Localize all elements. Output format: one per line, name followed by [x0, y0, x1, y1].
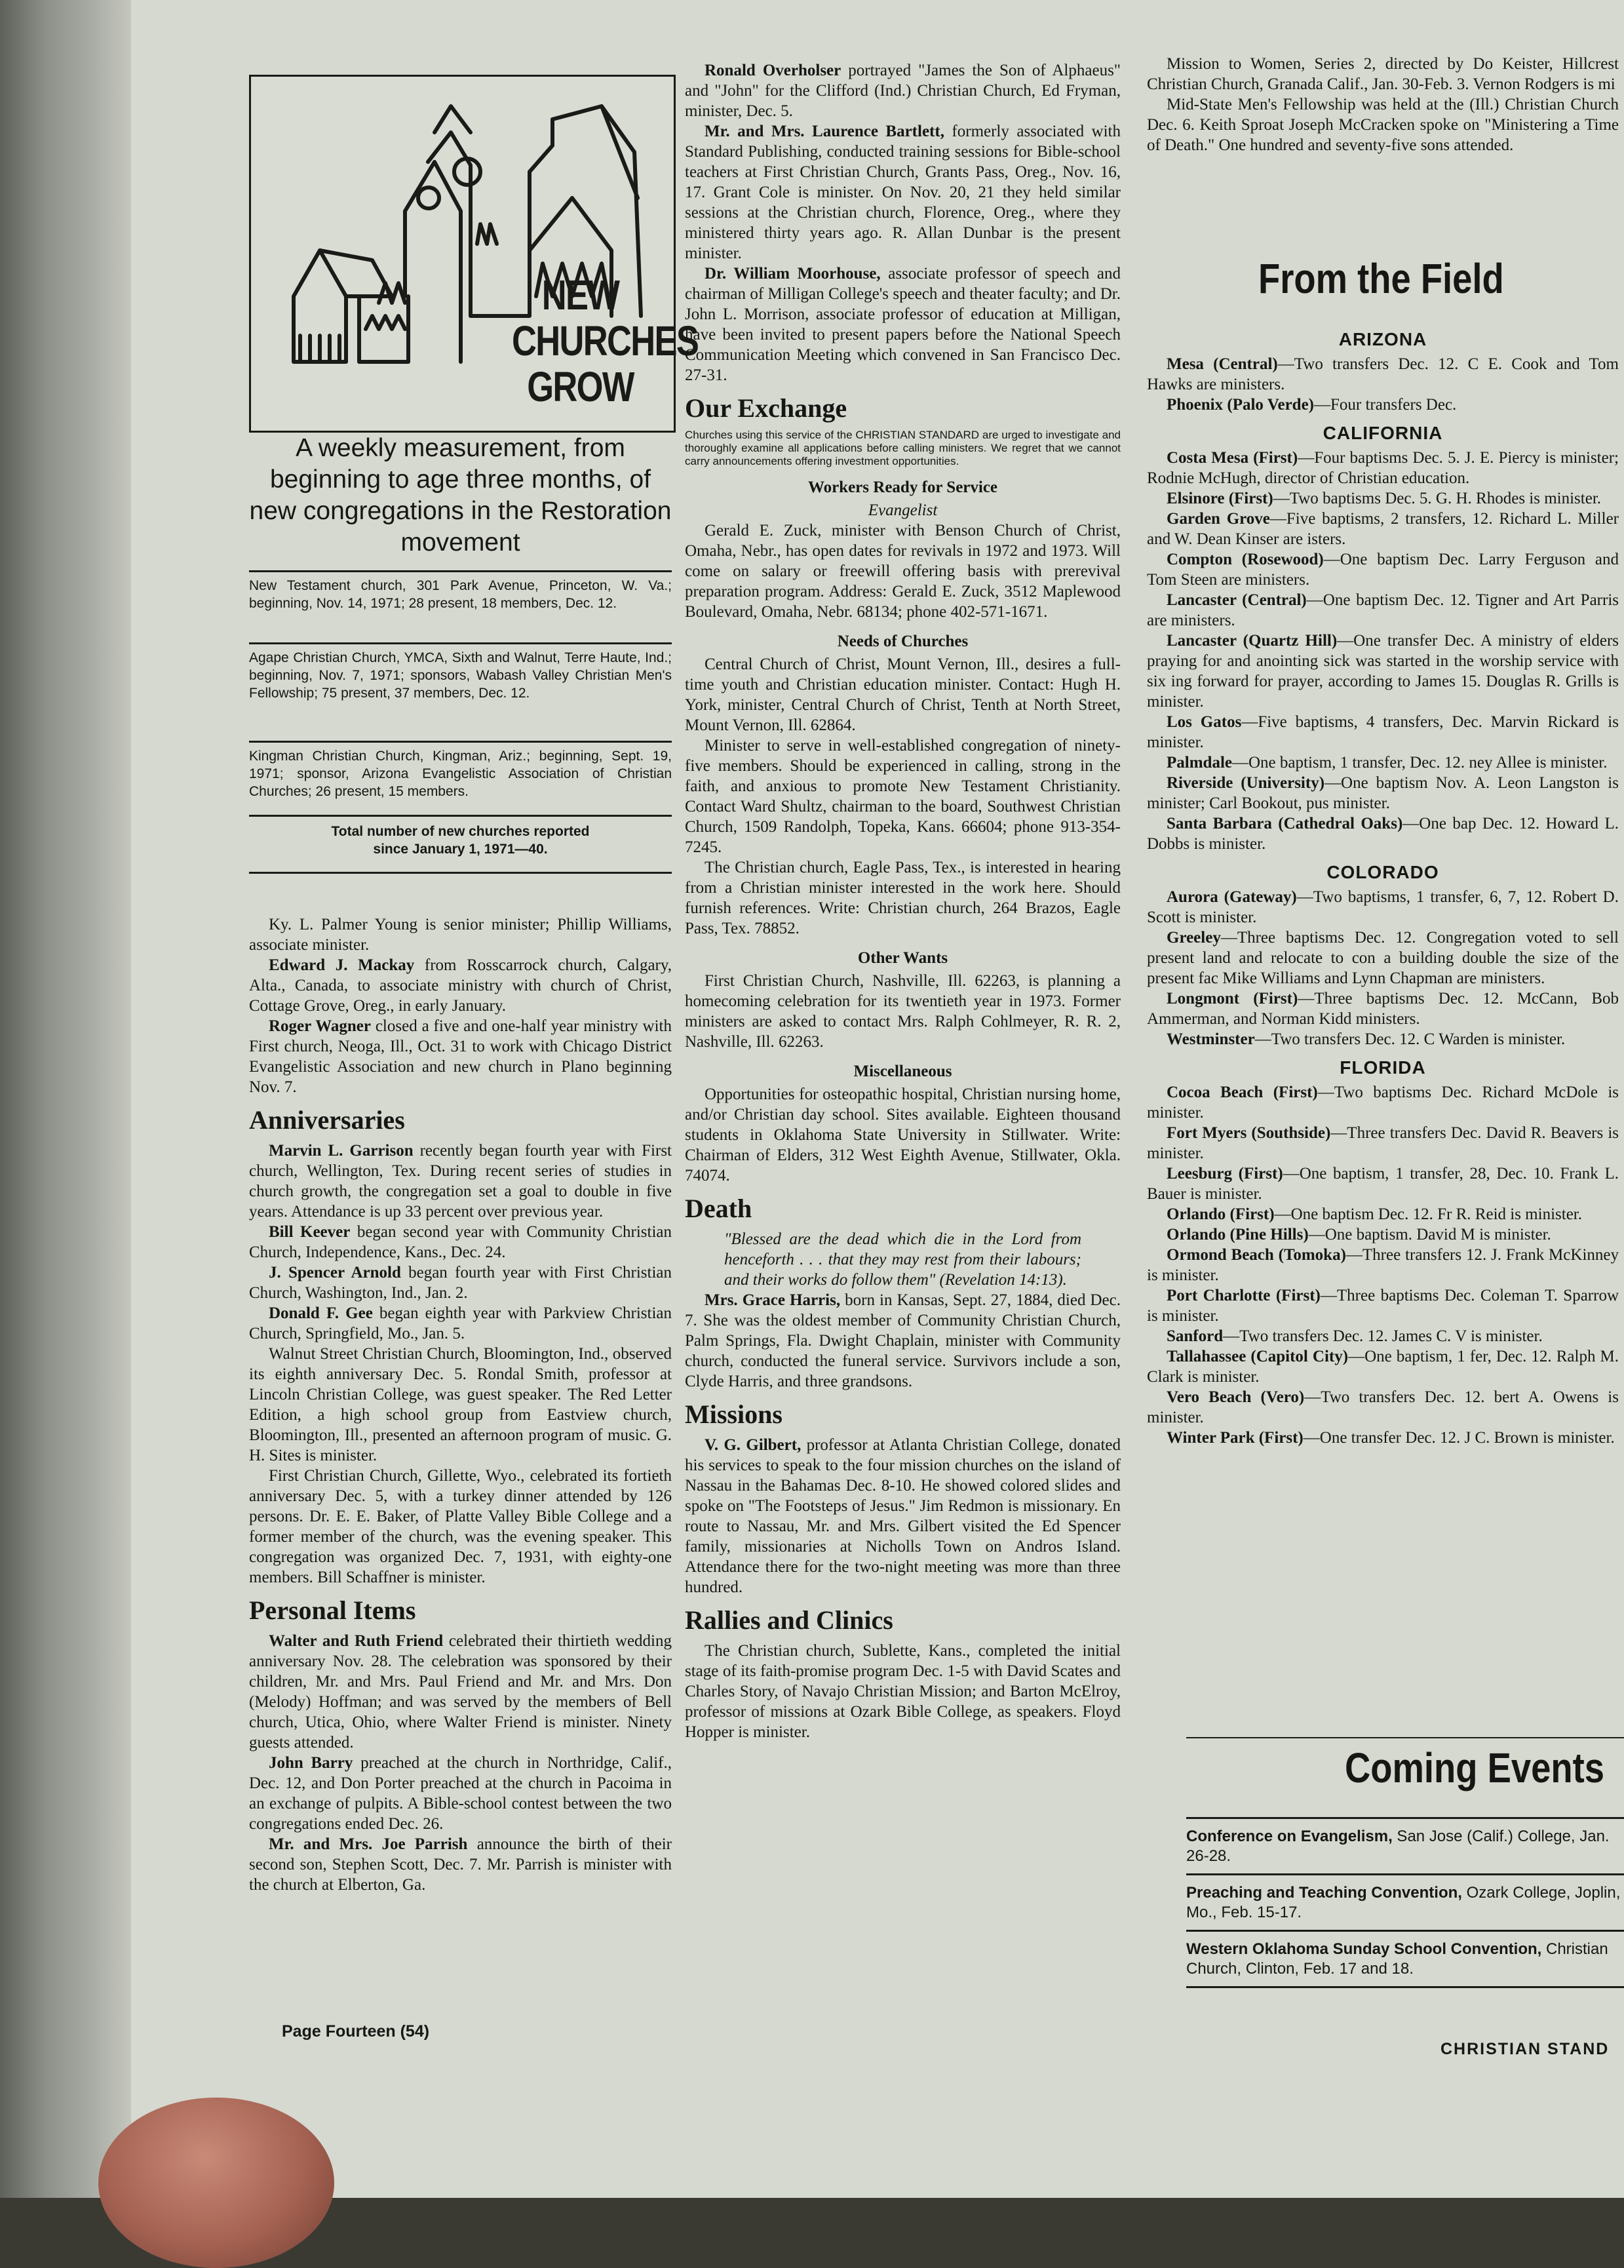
- bold-lead: Roger Wagner: [269, 1017, 371, 1035]
- news-paragraph: [249, 1753, 672, 1834]
- event-details: Christian Church, Clinton, Feb. 17 and 18.: [1186, 1940, 1608, 1978]
- news-paragraph: [685, 520, 1121, 622]
- bold-lead: Elsinore (First): [1167, 490, 1273, 507]
- bold-lead: Longmont (First): [1167, 990, 1298, 1007]
- paragraph-text: —Two transfers Dec. 12. bert A. Owens is minister.: [1147, 1388, 1619, 1426]
- section-heading: Anniversaries: [249, 1105, 672, 1135]
- paragraph-text: —One baptism, 1 fer, Dec. 12. Ralph M. Clark is minister.: [1147, 1348, 1619, 1386]
- paragraph-text: —One transfer Dec. A ministry of elders praying for and anointing sick was started in the worship service with six ing forward for prayer, according to James 15. Douglas R. Grills is minister.: [1147, 632, 1619, 711]
- state-heading: CALIFORNIA: [1147, 421, 1619, 445]
- bold-lead: Orlando (Pine Hills): [1167, 1226, 1309, 1243]
- bold-lead: Vero Beach (Vero): [1167, 1388, 1304, 1406]
- paragraph-text: began eighth year with Parkview Christian Church, Springfield, Mo., Jan. 5.: [249, 1304, 672, 1342]
- news-paragraph: [1147, 590, 1619, 631]
- paragraph-text: preached at the church in Northridge, Calif., Dec. 12, and Don Porter preached at the church in Pacoima in an exchange of pulpits. A Bible-school contest between the two congregations ended Dec. 26.: [249, 1754, 672, 1833]
- news-paragraph: [1147, 773, 1619, 813]
- news-paragraph: [1147, 1326, 1619, 1346]
- paragraph-text: Central Church of Christ, Mount Vernon, Ill., desires a full-time youth and Christian education minister. Contact: Hugh H. York, minister, Central Church of Christ, Tenth at North Street, Mount Vernon, Ill. 62864.: [685, 655, 1121, 734]
- paragraph-text: —One baptism, 1 transfer, 28, Dec. 10. Frank L. Bauer is minister.: [1147, 1165, 1619, 1203]
- news-paragraph: [1147, 1082, 1619, 1123]
- bold-lead: Phoenix (Palo Verde): [1167, 396, 1314, 414]
- paragraph-text: —Two transfers Dec. 12. C Warden is minister.: [1255, 1030, 1565, 1048]
- magazine-page: [131, 0, 1624, 2198]
- news-paragraph: [1147, 1123, 1619, 1163]
- news-paragraph: [1147, 448, 1619, 488]
- event-name: Conference on Evangelism,: [1186, 1828, 1393, 1845]
- paragraph-text: professor at Atlanta Christian College, donated his services to speak to the four mission churches on the island of Nassau in the Bahamas Dec. 8-10. He showed colored slides and spoke on "The Footsteps of Jesus." Jim Redmon is missionary. En route to Nassau, Mr. and Mrs. Gilbert visited the Ed Spencer family, missionaries at Nicholls Town on Andros Island. Attendance there for the two-night meeting was more than three hundred.: [685, 1436, 1121, 1596]
- bold-lead: Port Charlotte (First): [1167, 1287, 1321, 1304]
- news-paragraph: [685, 60, 1121, 121]
- banner-word-new: NEW: [512, 273, 649, 317]
- paragraph-text: —One baptism Dec. 12. Fr R. Reid is minister.: [1275, 1205, 1582, 1223]
- events-rule: [1186, 1737, 1624, 1738]
- paragraph-text: —Four baptisms Dec. 5. J. E. Piercy is minister; Rodnie McHugh, director of Christian education.: [1147, 449, 1619, 487]
- news-paragraph: [249, 1466, 672, 1588]
- paragraph-text: —One baptism. David M is minister.: [1309, 1226, 1551, 1243]
- listing-rule: [249, 815, 672, 817]
- column-2: [685, 60, 1121, 1742]
- paragraph-text: —Two transfers Dec. 12. James C. V is minister.: [1223, 1327, 1543, 1345]
- news-paragraph: [685, 1641, 1121, 1742]
- paragraph-text: First Christian Church, Gillette, Wyo., celebrated its fortieth anniversary Dec. 5, with a turkey dinner attended by 126 persons. Dr. E. E. Baker, of Platte Valley Bible College and a former member of the church, was the evening speaker. This congregation was organized Dec. 7, 1931, with eighty-one members. Bill Schaffner is minister.: [249, 1467, 672, 1586]
- paragraph-text: —One baptism, 1 transfer, Dec. 12. ney Allee is minister.: [1232, 754, 1608, 772]
- paragraph-text: born in Kansas, Sept. 27, 1884, died Dec. 7. She was the oldest member of Community Christian Church, Palm Springs, Fla. Dwight Chaplain, minister with Community church, conducted the funeral service. Survivors include a son, Clyde Harris, and three grandsons.: [685, 1291, 1121, 1390]
- state-heading: ARIZONA: [1147, 328, 1619, 351]
- news-paragraph: [249, 1303, 672, 1344]
- new-churches-banner: [249, 75, 676, 433]
- from-the-field-title: From the Field: [1258, 254, 1504, 303]
- banner-caption: A weekly measurement, from beginning to age three months, of new congregations in the Restoration movement: [249, 433, 672, 558]
- news-paragraph: [1147, 94, 1619, 155]
- event-details: Ozark College, Joplin, Mo., Feb. 15-17.: [1186, 1884, 1620, 1921]
- events-rule: [1186, 1930, 1624, 1932]
- news-paragraph: [1147, 813, 1619, 854]
- bold-lead: Edward J. Mackay: [269, 956, 414, 974]
- banner-word-grow: GROW: [512, 365, 649, 408]
- bold-lead: Orlando (First): [1167, 1205, 1275, 1223]
- listing-rule: [249, 872, 672, 874]
- news-paragraph: [1147, 1163, 1619, 1204]
- paragraph-text: —Five baptisms, 4 transfers, Dec. Marvin Rickard is minister.: [1147, 713, 1619, 751]
- news-paragraph: [1147, 988, 1619, 1029]
- paragraph-text: announce the birth of their second son, Stephen Scott, Dec. 7. Mr. Parrish is minister with the church at Elberton, Ga.: [249, 1835, 672, 1894]
- news-paragraph: [249, 1222, 672, 1262]
- section-heading: Missions: [685, 1399, 1121, 1430]
- news-paragraph: [685, 971, 1121, 1052]
- subheading: Needs of Churches: [685, 631, 1121, 652]
- paragraph-text: The Christian church, Sublette, Kans., completed the initial stage of its faith-promise program Dec. 1-5 with David Scates and Charles Story, of Navajo Christian Mission; and Barton McElroy, professor of missions at Ozark Bible College, as speakers. Floyd Hopper is minister.: [685, 1642, 1121, 1741]
- event-item: [1186, 1827, 1624, 1866]
- paragraph-text: Ky. L. Palmer Young is senior minister; Phillip Williams, associate minister.: [249, 916, 672, 954]
- bold-lead: Lancaster (Central): [1167, 591, 1307, 609]
- bold-lead: Mesa (Central): [1167, 355, 1278, 373]
- news-paragraph: [685, 857, 1121, 939]
- paragraph-text: —Two baptisms Dec. Richard McDole is minister.: [1147, 1084, 1619, 1122]
- new-church-listing: Kingman Christian Church, Kingman, Ariz.; beginning, Sept. 19, 1971; sponsor, Arizona Evangelistic Association of Christian Churches; 26 present, 15 members.: [249, 747, 672, 800]
- news-paragraph: [249, 1016, 672, 1097]
- news-paragraph: [1147, 1346, 1619, 1387]
- paragraph-text: —Five baptisms, 2 transfers, 12. Richard L. Miller and W. Dean Kinser are isters.: [1147, 510, 1619, 548]
- news-paragraph: [685, 1435, 1121, 1597]
- paragraph-text: Mission to Women, Series 2, directed by Do Keister, Hillcrest Christian Church, Granada Calif., Jan. 30-Feb. 3. Vernon Rodgers is mi: [1147, 55, 1619, 93]
- section-heading: Rallies and Clinics: [685, 1605, 1121, 1635]
- paragraph-text: —One baptism Nov. A. Leon Langston is minister; Carl Bookout, pus minister.: [1147, 774, 1619, 812]
- paragraph-text: —One baptism Dec. Larry Ferguson and Tom Steen are ministers.: [1147, 551, 1619, 589]
- exchange-notice: Churches using this service of the CHRISTIAN STANDARD are urged to investigate and thoroughly examine all applications before calling ministers. We regret that we cannot carry announcements offering investment opportunities.: [685, 429, 1121, 468]
- column-1: [249, 914, 672, 1895]
- news-paragraph: [685, 1084, 1121, 1186]
- news-paragraph: [249, 1631, 672, 1753]
- bold-lead: Aurora (Gateway): [1167, 888, 1297, 906]
- bold-lead: Lancaster (Quartz Hill): [1167, 632, 1337, 650]
- news-paragraph: [685, 264, 1121, 385]
- paragraph-text: —Four transfers Dec.: [1314, 396, 1456, 414]
- banner-word-churches: CHURCHES: [512, 319, 649, 362]
- news-paragraph: [685, 1290, 1121, 1392]
- paragraph-text: formerly associated with Standard Publishing, conducted training sessions for Bible-school teachers at First Christian Church, Grants Pass, Oreg., Nov. 16, 17. Grant Cole is minister. On Nov. 20, 21 they held similar sessions at the Christian church, Florence, Oreg., where they ministered thirty years ago. R. Allan Dunbar is the present minister.: [685, 123, 1121, 262]
- news-paragraph: [249, 1262, 672, 1303]
- news-paragraph: [1147, 1224, 1619, 1245]
- bold-lead: V. G. Gilbert,: [705, 1436, 801, 1454]
- new-church-listing: Agape Christian Church, YMCA, Sixth and Walnut, Terre Haute, Ind.; beginning, Nov. 7, 1971; sponsors, Wabash Valley Christian Men's Fellowship; 75 present, 37 members, Dec. 12.: [249, 649, 672, 702]
- total-line-2: since January 1, 1971—40.: [249, 840, 672, 858]
- news-paragraph: [685, 121, 1121, 264]
- bold-lead: Ronald Overholser: [705, 62, 841, 79]
- paragraph-text: —One baptism Dec. 12. Tigner and Art Parris are ministers.: [1147, 591, 1619, 629]
- section-heading: Death: [685, 1194, 1121, 1224]
- events-rule: [1186, 1986, 1624, 1988]
- paragraph-text: began second year with Community Christian Church, Independence, Kans., Dec. 24.: [249, 1223, 672, 1261]
- news-paragraph: [1147, 1285, 1619, 1326]
- bold-lead: Costa Mesa (First): [1167, 449, 1298, 467]
- bold-lead: Fort Myers (Southside): [1167, 1124, 1330, 1142]
- news-paragraph: [1147, 753, 1619, 773]
- bold-lead: Ormond Beach (Tomoka): [1167, 1246, 1346, 1264]
- bold-lead: Sanford: [1167, 1327, 1223, 1345]
- news-paragraph: [249, 955, 672, 1016]
- bold-lead: John Barry: [269, 1754, 353, 1772]
- news-paragraph: [1147, 1029, 1619, 1049]
- paragraph-text: Mid-State Men's Fellowship was held at the (Ill.) Christian Church Dec. 6. Keith Sproat Joseph McCracken spoke on "Ministering a Time of Death." One hundred and seventy-five sons attended.: [1147, 96, 1619, 154]
- subheading-italic: Evangelist: [685, 500, 1121, 520]
- news-paragraph: [1147, 354, 1619, 395]
- event-details: San Jose (Calif.) College, Jan. 26-28.: [1186, 1828, 1610, 1865]
- paragraph-text: —Three baptisms Dec. 12. McCann, Bob Ammerman, and Norman Kidd ministers.: [1147, 990, 1619, 1028]
- listing-rule: [249, 570, 672, 572]
- state-heading: COLORADO: [1147, 861, 1619, 884]
- bold-lead: Garden Grove: [1167, 510, 1270, 528]
- news-paragraph: [1147, 1387, 1619, 1428]
- total-count: [249, 823, 672, 858]
- bold-lead: Palmdale: [1167, 754, 1232, 772]
- event-item: [1186, 1883, 1624, 1923]
- subheading: Miscellaneous: [685, 1061, 1121, 1082]
- event-name: Western Oklahoma Sunday School Convention,: [1186, 1940, 1541, 1958]
- paragraph-text: First Christian Church, Nashville, Ill. 62263, is planning a homecoming celebration for its twentieth year in 1973. Former ministers are asked to contact Mrs. Ralph Cohlmeyer, R. R. 2, Nashville, Ill. 62263.: [685, 972, 1121, 1051]
- from-the-field-list: [1147, 321, 1619, 1448]
- listing-rule: [249, 741, 672, 743]
- news-paragraph: [1147, 1245, 1619, 1285]
- paragraph-text: —Three transfers 12. J. Frank McKinney is minister.: [1147, 1246, 1619, 1284]
- section-heading: Our Exchange: [685, 393, 1121, 423]
- new-church-listing: New Testament church, 301 Park Avenue, Princeton, W. Va.; beginning, Nov. 14, 1971; 28 present, 18 members, Dec. 12.: [249, 577, 672, 612]
- bold-lead: Westminster: [1167, 1030, 1255, 1048]
- bold-lead: Walter and Ruth Friend: [269, 1632, 443, 1650]
- news-paragraph: [1147, 54, 1619, 94]
- bold-lead: Santa Barbara (Cathedral Oaks): [1167, 815, 1402, 832]
- paragraph-text: celebrated their thirtieth wedding anniversary Nov. 28. The celebration was sponsored by their children, Mr. and Mrs. Paul Friend and Mr. and Mrs. Don (Melody) Hoffman; and was served by the members of Bell church, Utica, Ohio, where Walter Friend is minister. Ninety guests attended.: [249, 1632, 672, 1751]
- events-rule: [1186, 1817, 1624, 1819]
- news-paragraph: [249, 1834, 672, 1895]
- bold-lead: Mrs. Grace Harris,: [705, 1291, 840, 1309]
- news-paragraph: [1147, 1204, 1619, 1224]
- events-rule: [1186, 1873, 1624, 1875]
- subheading: Other Wants: [685, 948, 1121, 968]
- thumb: [98, 2098, 334, 2268]
- bold-lead: Tallahassee (Capitol City): [1167, 1348, 1348, 1365]
- paragraph-text: Gerald E. Zuck, minister with Benson Church of Christ, Omaha, Nebr., has open dates for revivals in 1972 and 1973. Will come on salary or freewill offering basis with prerevival preparation program. Address: Gerald E. Zuck, 3512 Maplewood Boulevard, Omaha, Nebr. 68134; phone 402-571-1671.: [685, 522, 1121, 621]
- news-paragraph: [685, 735, 1121, 857]
- bold-lead: Cocoa Beach (First): [1167, 1084, 1318, 1101]
- bold-lead: Winter Park (First): [1167, 1429, 1304, 1447]
- paragraph-text: —One transfer Dec. 12. J C. Brown is minister.: [1304, 1429, 1615, 1447]
- news-paragraph: [1147, 1428, 1619, 1448]
- section-heading: Personal Items: [249, 1595, 672, 1626]
- news-paragraph: [1147, 549, 1619, 590]
- paragraph-text: —Two transfers Dec. 12. C E. Cook and Tom Hawks are ministers.: [1147, 355, 1619, 393]
- paragraph-text: from Rosscarrock church, Calgary, Alta., Canada, to associate ministry with church of Christ, Cottage Grove, Oreg., in early January.: [249, 956, 672, 1015]
- paragraph-text: Minister to serve in well-established congregation of ninety-five members. Should be experienced in calling, strong in the faith, and anxious to promote New Testament Christianity. Contact Ward Shultz, chairman to the board, Southwest Christian Church, 1509 Randolph, Topeka, Kans. 66604; phone 913-354-7245.: [685, 737, 1121, 856]
- paragraph-text: —Three baptisms Dec. 12. Congregation voted to sell present land and relocate to con a building double the size of the present fac Mike Williams and Lynn Chapman are ministers.: [1147, 929, 1619, 987]
- bold-lead: Dr. William Moorhouse,: [705, 265, 881, 283]
- news-paragraph: [1147, 712, 1619, 753]
- paragraph-text: recently began fourth year with First church, Wellington, Tex. During recent series of studies in church growth, the congregation set a goal to double in five years. Attendance is up 33 percent over previous year.: [249, 1142, 672, 1221]
- news-paragraph: [1147, 488, 1619, 509]
- news-paragraph: [1147, 887, 1619, 928]
- paragraph-text: associate professor of speech and chairman of Milligan College's speech and theater faculty; and Dr. John L. Morrison, associate professor of education at Milligan, have been invited to present papers before the National Speech Communication Meeting which convened in San Francisco Dec. 27-31.: [685, 265, 1121, 384]
- bold-lead: Bill Keever: [269, 1223, 350, 1241]
- news-paragraph: [685, 654, 1121, 735]
- paragraph-text: closed a five and one-half year ministry with First church, Neoga, Ill., Oct. 31 to work with Chicago District Evangelistic Association and new church in Plano beginning Nov. 7.: [249, 1017, 672, 1096]
- paragraph-text: began fourth year with First Christian Church, Washington, Ind., Jan. 2.: [249, 1264, 672, 1302]
- paragraph-text: —Two baptisms Dec. 5. G. H. Rhodes is minister.: [1273, 490, 1601, 507]
- bold-lead: Mr. and Mrs. Joe Parrish: [269, 1835, 467, 1853]
- bold-lead: Greeley: [1167, 929, 1221, 947]
- paragraph-text: —Two baptisms, 1 transfer, 6, 7, 12. Robert D. Scott is minister.: [1147, 888, 1619, 926]
- paragraph-text: —One bap Dec. 12. Howard L. Dobbs is minister.: [1147, 815, 1619, 853]
- book-spine: [0, 0, 131, 2198]
- paragraph-text: Opportunities for osteopathic hospital, Christian nursing home, and/or Christian day school. Sites available. Eighteen thousand students in Oklahoma State University in Stillwater. Write: Chairman of Elders, 312 West Eighth Avenue, Stillwater, Okla. 74074.: [685, 1085, 1121, 1184]
- paragraph-text: Walnut Street Christian Church, Bloomington, Ind., observed its eighth anniversary Dec. 5. Rondal Smith, professor at Lincoln Christian College, was guest speaker. The Red Letter Edition, a high school group from Eastview church, Bloomington, Ill., presented an afternoon program of music. G. H. Sites is minister.: [249, 1345, 672, 1464]
- coming-events-title: Coming Events: [1313, 1744, 1624, 1792]
- news-paragraph: [1147, 631, 1619, 712]
- listing-rule: [249, 642, 672, 644]
- bold-lead: Compton (Rosewood): [1167, 551, 1324, 568]
- magazine-name: CHRISTIAN STAND: [1440, 2040, 1609, 2059]
- paragraph-text: The Christian church, Eagle Pass, Tex., is interested in hearing from a Christian minister interested in the work here. Should furnish references. Write: Christian church, 264 Brazos, Eagle Pass, Tex. 78852.: [685, 859, 1121, 937]
- news-paragraph: [1147, 395, 1619, 415]
- scripture-quote: "Blessed are the dead which die in the Lord from henceforth . . . that they may rest from their labours; and their works do follow them" (Revelation 14:13).: [685, 1229, 1121, 1290]
- state-heading: FLORIDA: [1147, 1056, 1619, 1080]
- column-3-top: [1147, 54, 1619, 155]
- subheading: Workers Ready for Service: [685, 477, 1121, 498]
- news-paragraph: [249, 1344, 672, 1466]
- news-paragraph: [249, 914, 672, 955]
- bold-lead: Marvin L. Garrison: [269, 1142, 414, 1160]
- total-line-1: Total number of new churches reported: [249, 823, 672, 840]
- paragraph-text: —Three transfers Dec. David R. Beavers is minister.: [1147, 1124, 1619, 1162]
- page-number: Page Fourteen (54): [282, 2022, 429, 2041]
- bold-lead: Riverside (University): [1167, 774, 1324, 792]
- bold-lead: Donald F. Gee: [269, 1304, 373, 1322]
- news-paragraph: [1147, 928, 1619, 988]
- bold-lead: Mr. and Mrs. Laurence Bartlett,: [705, 123, 944, 140]
- bold-lead: Los Gatos: [1167, 713, 1241, 731]
- news-paragraph: [1147, 509, 1619, 549]
- paragraph-text: —Three baptisms Dec. Coleman T. Sparrow is minister.: [1147, 1287, 1619, 1325]
- bold-lead: J. Spencer Arnold: [269, 1264, 401, 1281]
- paragraph-text: portrayed "James the Son of Alphaeus" and "John" for the Clifford (Ind.) Christian Church, Ed Fryman, minister, Dec. 5.: [685, 62, 1121, 120]
- event-name: Preaching and Teaching Convention,: [1186, 1884, 1462, 1902]
- bold-lead: Leesburg (First): [1167, 1165, 1283, 1183]
- event-item: [1186, 1940, 1624, 1979]
- news-paragraph: [249, 1141, 672, 1222]
